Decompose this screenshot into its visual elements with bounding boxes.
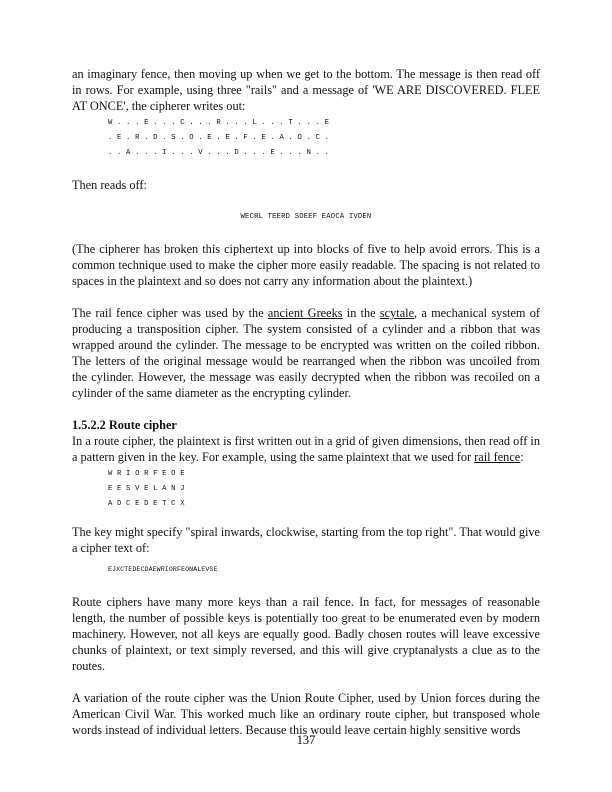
route-paragraph <box>72 433 540 465</box>
ancient-greeks-link[interactable]: ancient Greeks <box>267 306 343 320</box>
rail-fence-grid <box>72 116 540 161</box>
key-paragraph: The key might specify "spiral inwards, clockwise, starting from the top right". That would give a cipher text of: <box>72 525 540 555</box>
route-text-1: In a route cipher, the plaintext is first written out in a grid of given dimensions, then read off in a pattern given in the key. For example, using the same plaintext that we used for <box>72 434 540 464</box>
note-paragraph: (The cipherer has broken this ciphertext up into blocks of five to help avoid errors. This is a common technique used to make the cipher more easily readable. The spacing is not related to spaces in the plaintext and so does not carry any information about the plaintext.) <box>72 242 540 288</box>
route-cipher-heading: 1.5.2.2 Route cipher <box>72 418 177 432</box>
route-row-1: W R I O R F E O E <box>108 470 185 478</box>
rail-row-3: . . A . . . I . . . V . . . D . . . E . . . N . . <box>108 149 330 157</box>
route-ciphertext: EJXCTEDECDAEWRIORFEONALEVSE <box>108 566 218 573</box>
rail-fence-link[interactable]: rail fence <box>474 450 521 464</box>
then-reads-text: Then reads off: <box>72 178 147 192</box>
rail-row-2: . E . R . D . S . O . E . E . F . E . A . O . C . <box>108 134 330 142</box>
route-text-2: : <box>520 450 524 464</box>
keys-paragraph: Route ciphers have many more keys than a rail fence. In fact, for messages of reasonable length, the number of possible keys is potentially too great to be enumerated even by modern machinery. However, not all keys are equally good. Badly chosen routes will leave excessive chunks of plaintext, or text simply reversed, and this will give cryptanalysts a clue as to the routes. <box>72 595 540 673</box>
route-row-3: A D C E D E T C X <box>108 500 185 508</box>
rail-ciphertext: WECRL TEERD SOEEF EAOCA IVDEN <box>240 213 372 221</box>
scytale-text-2: in the <box>342 306 380 320</box>
page-number: 137 <box>296 733 316 747</box>
route-grid <box>72 467 540 512</box>
route-row-2: E E S V E L A N J <box>108 485 185 493</box>
union-paragraph: A variation of the route cipher was the Union Route Cipher, used by Union forces during the American Civil War. This worked much like an ordinary route cipher, but transposed whole words instead of individual letters. Because this would leave certain highly sensitive words <box>72 691 540 737</box>
intro-paragraph: an imaginary fence, then moving up when we get to the bottom. The message is then read off in rows. For example, using three "rails" and a message of 'WE ARE DISCOVERED. FLEE AT ONCE', the cipherer writes out: <box>72 67 540 113</box>
rail-row-1: W . . . E . . . C . . . R . . . L . . . T . . . E <box>108 119 330 127</box>
scytale-link[interactable]: scytale <box>379 306 415 320</box>
document-body <box>72 66 540 738</box>
scytale-paragraph <box>72 305 540 401</box>
scytale-text-1: The rail fence cipher was used by the <box>72 306 268 320</box>
scytale-text-3: , a mechanical system of producing a transposition cipher. The system consisted of a cylinder and a ribbon that was wrapped around the cylinder. The message to be encrypted was written on the coiled ribbon. The letters of the original message would be rearranged when the ribbon was uncoiled from the cylinder. However, the message was easily decrypted when the ribbon was recoiled on a cylinder of the same diameter as the encrypting cylinder. <box>72 306 541 400</box>
